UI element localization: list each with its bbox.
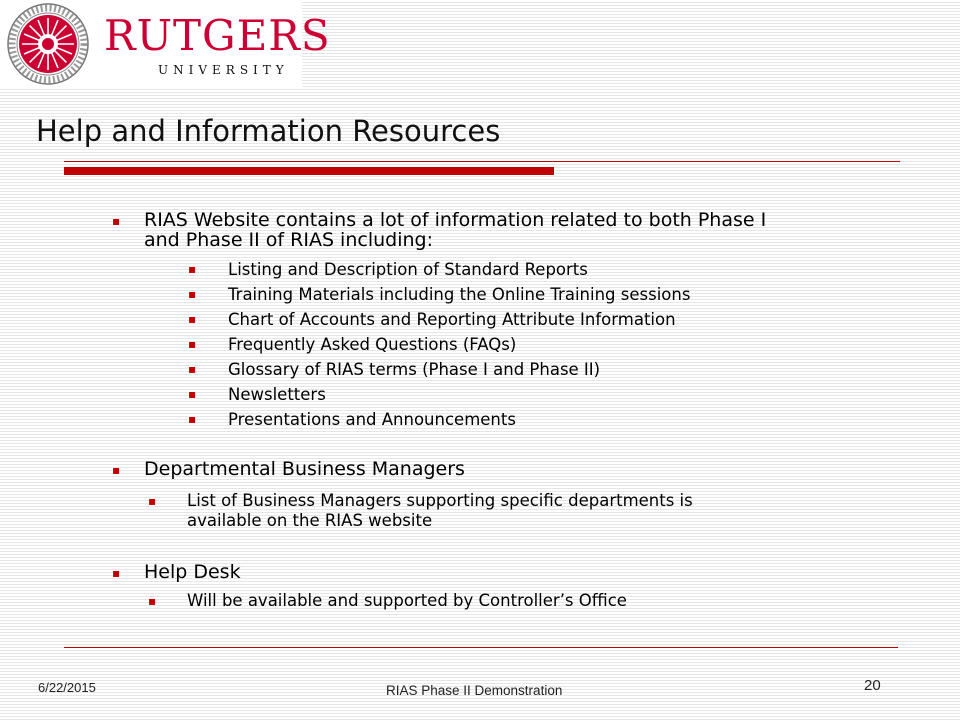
list-item: Frequently Asked Questions (FAQs) (228, 335, 517, 354)
bullet-marker: ▪ (112, 214, 121, 228)
bullet-marker: ▪ (112, 463, 121, 477)
bullet-2-sub-line-1: List of Business Managers supporting specific departments is (187, 491, 693, 510)
bullet-2-sub-line-2: available on the RIAS website (187, 511, 433, 530)
footer-date: 6/22/2015 (38, 680, 96, 695)
page-number: 20 (864, 677, 881, 694)
sub-bullet-marker: ▪ (188, 337, 197, 351)
list-item: Glossary of RIAS terms (Phase I and Phase II) (228, 360, 601, 379)
sub-bullet-marker: ▪ (188, 387, 197, 401)
list-item: Will be available and supported by Controller’s Office (187, 591, 627, 610)
footer-divider (64, 647, 898, 648)
rutgers-seal-icon (6, 2, 90, 86)
bullet-1-line-2: and Phase II of RIAS including: (144, 229, 433, 251)
logo-wordmark-text: RUTGERS (104, 11, 331, 60)
bullet-1-line-1: RIAS Website contains a lot of information related to both Phase I (144, 209, 767, 231)
title-divider-thick (64, 167, 554, 175)
list-item: Chart of Accounts and Reporting Attribute Information (228, 310, 676, 329)
bullet-marker: ▪ (112, 566, 121, 580)
title-divider-thin (64, 161, 900, 162)
sub-bullet-marker: ▪ (148, 494, 157, 508)
list-item: Presentations and Announcements (228, 410, 516, 429)
footer-title: RIAS Phase II Demonstration (386, 683, 563, 698)
bullet-2-text: Departmental Business Managers (144, 458, 465, 480)
slide-title: Help and Information Resources (36, 114, 501, 148)
sub-bullet-marker: ▪ (148, 594, 157, 608)
sub-bullet-marker: ▪ (188, 412, 197, 426)
list-item: Listing and Description of Standard Reports (228, 260, 588, 279)
sub-bullet-marker: ▪ (188, 312, 197, 326)
sub-bullet-marker: ▪ (188, 262, 197, 276)
list-item: Training Materials including the Online Training sessions (228, 285, 691, 304)
sub-bullet-marker: ▪ (188, 362, 197, 376)
logo-subtitle: UNIVERSITY (158, 63, 289, 77)
bullet-3-text: Help Desk (144, 561, 241, 583)
list-item: Newsletters (228, 385, 326, 404)
sub-bullet-marker: ▪ (188, 287, 197, 301)
rutgers-logo (0, 0, 331, 88)
logo-wordmark (104, 11, 331, 60)
